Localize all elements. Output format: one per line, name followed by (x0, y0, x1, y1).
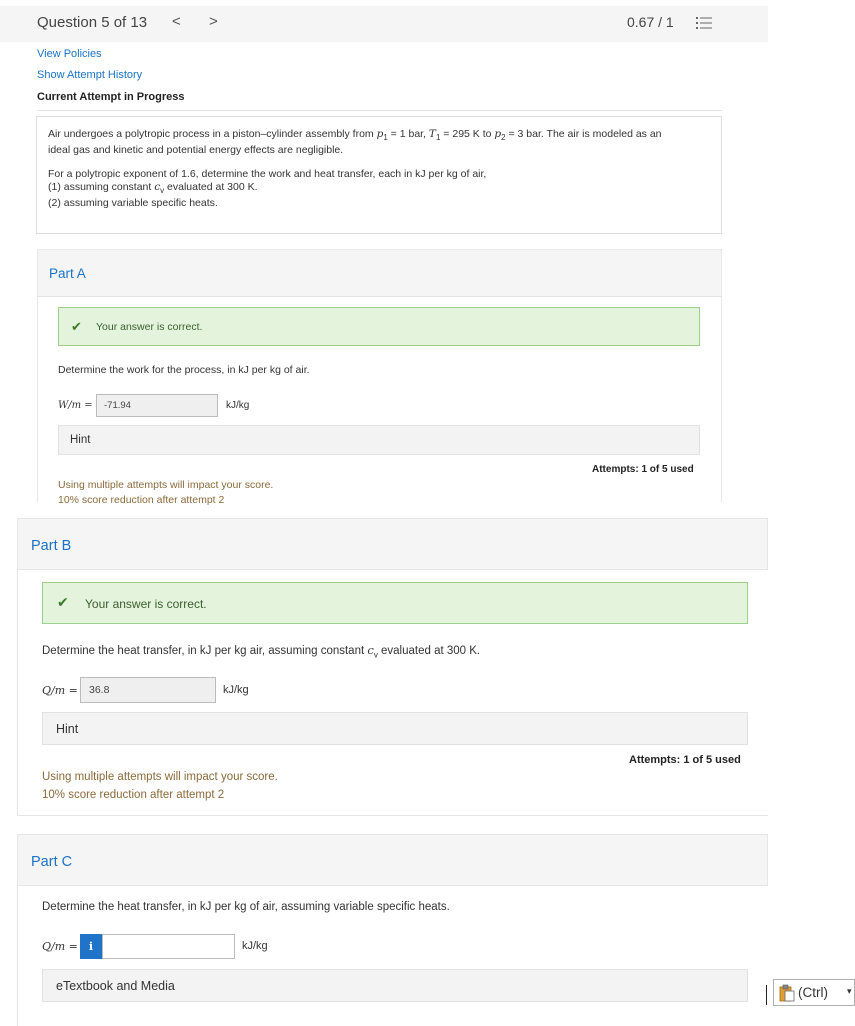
question-text: Air undergoes a polytropic process in a piston–cylinder assembly from (48, 128, 377, 140)
paste-options-button[interactable] (773, 979, 855, 1006)
score-display: 0.67 / 1 (627, 14, 674, 30)
symbol: c (154, 181, 161, 194)
paste-label: (Ctrl) (798, 985, 828, 1000)
correct-answer-banner (42, 582, 748, 624)
part-a-header[interactable] (37, 249, 722, 297)
question-text: evaluated at 300 K. (164, 181, 258, 194)
prompt-text: Determine the heat transfer, in kJ per kg air, assuming constant (42, 645, 368, 657)
question-counter: Question 5 of 13 (37, 14, 148, 31)
part-b-unit: kJ/kg (223, 684, 249, 696)
part-a-score-reduction: 10% score reduction after attempt 2 (58, 494, 225, 506)
correct-message: Your answer is correct. (85, 597, 207, 611)
part-b-attempts-warning: Using multiple attempts will impact your score. (42, 771, 278, 783)
chevron-right-icon[interactable]: > (209, 13, 218, 30)
question-line-2: ideal gas and kinetic and potential energy effects are negligible. (48, 144, 344, 157)
part-a-attempts: Attempts: 1 of 5 used (592, 464, 694, 475)
correct-message: Your answer is correct. (96, 321, 203, 333)
symbol: p (376, 128, 384, 140)
question-line-4 (48, 181, 710, 197)
part-b-score-reduction: 10% score reduction after attempt 2 (42, 789, 225, 801)
question-text: = 295 K to (440, 128, 495, 140)
question-text-box (36, 116, 722, 234)
part-b-attempts: Attempts: 1 of 5 used (629, 754, 741, 766)
part-b-hint-button[interactable] (42, 712, 748, 745)
subscript: v (160, 186, 165, 196)
part-a-attempts-warning: Using multiple attempts will impact your score. (58, 479, 274, 491)
part-b-answer-input[interactable]: 36.8 (80, 677, 216, 703)
part-c-answer-label: Q/m = (42, 940, 78, 953)
part-a-title: Part A (49, 266, 86, 281)
part-a-prompt: Determine the work for the process, in kJ per kg of air. (58, 364, 310, 376)
etextbook-media-button[interactable] (42, 969, 748, 1002)
subscript: 1 (435, 133, 441, 143)
part-a-answer-input[interactable]: -71.94 (96, 394, 218, 417)
question-text: = 3 bar. The air is modeled as an (505, 128, 662, 140)
attempt-status: Current Attempt in Progress (37, 91, 185, 103)
subscript: 1 (383, 133, 388, 143)
symbol: p (494, 128, 502, 140)
part-a-answer-label: W/m = (58, 400, 93, 411)
hint-label: Hint (56, 722, 79, 736)
question-line-5: (2) assuming variable specific heats. (48, 197, 218, 210)
question-header-bar (0, 6, 768, 42)
question-text: = 1 bar, (387, 128, 429, 140)
part-c-unit: kJ/kg (242, 940, 268, 952)
part-a-hint-button[interactable] (58, 425, 700, 455)
prompt-text: evaluated at 300 K. (377, 645, 481, 657)
part-bc-screenshot (0, 508, 768, 1024)
correct-answer-banner (58, 307, 700, 346)
part-a-screenshot (0, 0, 768, 506)
clipboard-icon (779, 984, 795, 1002)
part-b-prompt (42, 643, 480, 659)
view-policies-link[interactable]: View Policies (37, 48, 102, 60)
subscript: v (373, 650, 378, 660)
question-line-1 (48, 128, 710, 144)
part-b-answer-label: Q/m = (42, 684, 78, 697)
question-line-3: For a polytropic exponent of 1.6, determine the work and heat transfer, each in kJ per kg of air, (48, 168, 487, 181)
symbol: c (367, 643, 374, 657)
question-text: (1) assuming constant (48, 181, 155, 194)
checkmark-icon: ✔ (71, 319, 82, 334)
part-a-unit: kJ/kg (226, 400, 250, 411)
info-icon[interactable]: i (80, 934, 102, 959)
subscript: 2 (501, 133, 506, 143)
text-cursor (766, 985, 767, 1005)
chevron-left-icon[interactable]: < (172, 13, 181, 30)
part-c-prompt: Determine the heat transfer, in kJ per kg of air, assuming variable specific heats. (42, 901, 450, 913)
hint-label: Hint (70, 434, 91, 446)
part-b-title: Part B (31, 538, 72, 554)
part-b-header[interactable] (17, 518, 768, 570)
divider (37, 110, 722, 111)
etextbook-label: eTextbook and Media (56, 979, 175, 993)
symbol: T (428, 128, 436, 140)
part-c-title: Part C (31, 854, 73, 870)
part-c-answer-input[interactable] (102, 934, 235, 959)
list-icon[interactable] (696, 16, 712, 30)
dropdown-arrow-icon: ▾ (847, 986, 852, 996)
checkmark-icon: ✔ (57, 594, 69, 610)
attempt-history-link[interactable]: Show Attempt History (37, 69, 143, 81)
part-c-header[interactable] (17, 834, 768, 886)
